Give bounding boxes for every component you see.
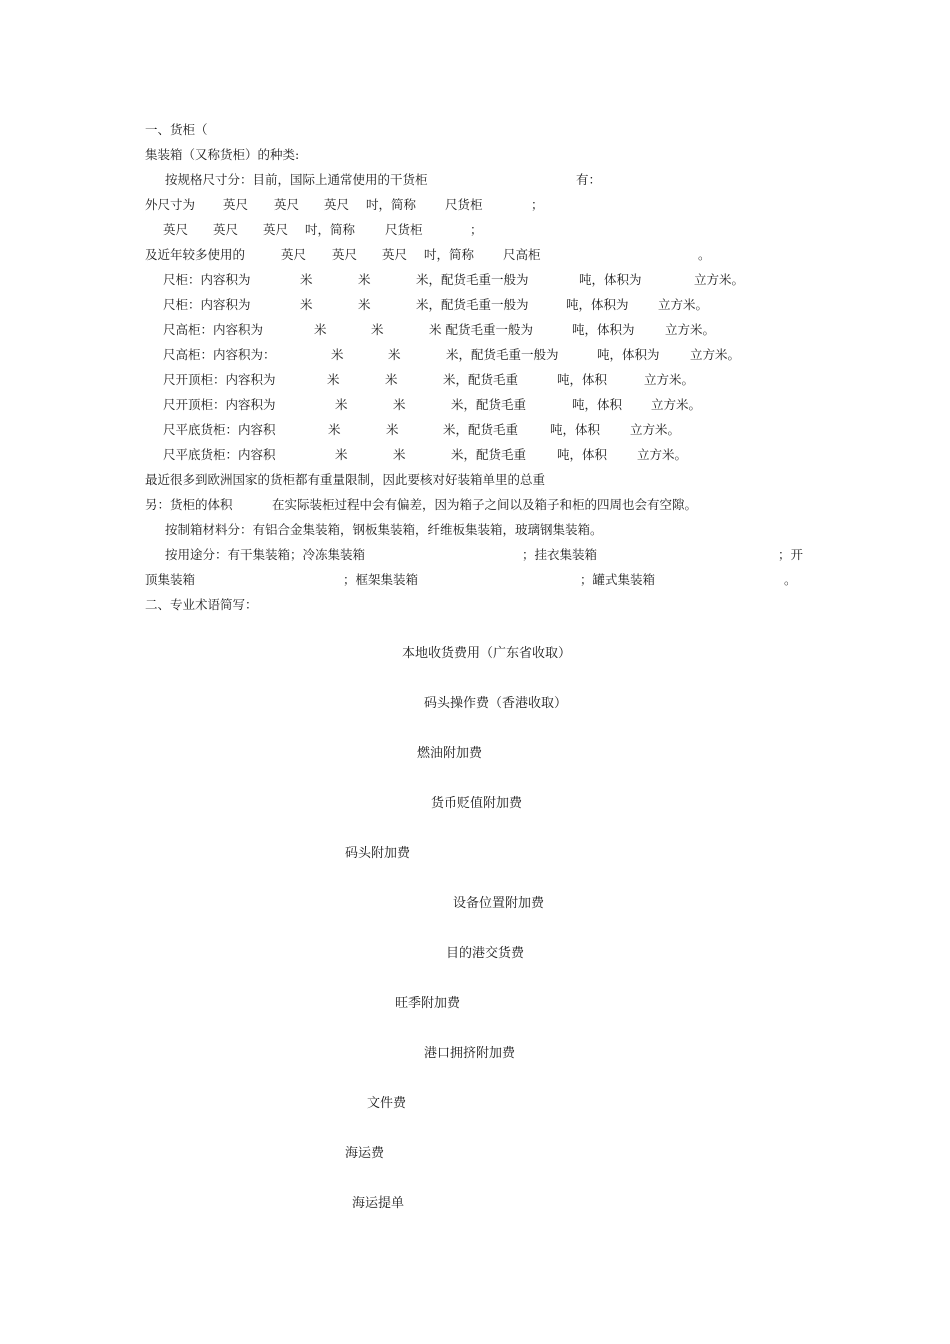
spec-volume: 立方米。 <box>665 322 716 337</box>
spec-meter-1: 米 <box>331 347 344 362</box>
second-size-unit-4: 吋，简称 <box>305 222 356 237</box>
spec-ton: 吨，体积为 <box>566 297 629 312</box>
spec-meter-1: 米 <box>328 422 341 437</box>
volume-note-lead: 另：货柜的体积 <box>145 497 233 512</box>
term-item: 设备位置附加费 <box>453 896 545 911</box>
spec-volume: 立方米。 <box>690 347 741 362</box>
term-item: 本地收货费用（广东省收取） <box>402 646 572 661</box>
term-item: 文件费 <box>367 1096 407 1111</box>
spec-label: 尺平底货柜：内容积 <box>163 447 276 462</box>
spec-meter-2: 米 <box>386 422 399 437</box>
intro-text: 集装箱（又称货柜）的种类: <box>145 147 300 162</box>
by-use-2-end: 。 <box>784 572 797 587</box>
spec-label: 尺开顶柜：内容积为 <box>163 372 276 387</box>
spec-meter-1: 米 <box>314 322 327 337</box>
recent-size-unit-4: 吋，简称 <box>424 247 475 262</box>
second-size-end: ； <box>470 222 483 237</box>
spec-label: 尺高柜：内容积为 <box>163 322 264 337</box>
spec-meter-1: 米 <box>335 447 348 462</box>
spec-ton: 吨，体积为 <box>597 347 660 362</box>
term-item: 码头操作费（香港收取） <box>424 696 568 711</box>
by-use-2-lead: 顶集装箱 <box>145 572 196 587</box>
term-item: 旺季附加费 <box>395 996 461 1011</box>
second-size-unit-2: 英尺 <box>213 222 239 237</box>
spec-ton: 吨，体积 <box>557 372 608 387</box>
spec-meter-2: 米 <box>371 322 384 337</box>
term-item: 海运费 <box>345 1146 385 1161</box>
weight-note: 最近很多到欧洲国家的货柜都有重量限制，因此要核对好装箱单里的总重 <box>145 472 546 487</box>
by-size-tail: 有： <box>576 172 602 187</box>
recent-size-abbr: 尺高柜 <box>503 247 541 262</box>
term-item: 燃油附加费 <box>417 746 483 761</box>
second-size-unit-1: 英尺 <box>163 222 189 237</box>
outer-size-unit-2: 英尺 <box>274 197 300 212</box>
spec-meter-3: 米，配货毛重 <box>443 372 519 387</box>
spec-meter-3: 米 配货毛重一般为 <box>429 322 533 337</box>
term-item: 目的港交货费 <box>446 946 525 961</box>
by-use-lead: 按用途分：有干集装箱；冷冻集装箱 <box>165 547 366 562</box>
by-use-2-sep-1: ；框架集装箱 <box>343 572 419 587</box>
by-material-text: 按制箱材料分：有铝合金集装箱，钢板集装箱，纤维板集装箱，玻璃钢集装箱。 <box>165 522 603 537</box>
outer-size-abbr: 尺货柜 <box>445 197 483 212</box>
spec-volume: 立方米。 <box>637 447 688 462</box>
spec-meter-3: 米，配货毛重 <box>451 397 527 412</box>
spec-meter-2: 米 <box>388 347 401 362</box>
second-size-abbr: 尺货柜 <box>385 222 423 237</box>
spec-meter-1: 米 <box>335 397 348 412</box>
spec-volume: 立方米。 <box>658 297 709 312</box>
spec-ton: 吨，体积 <box>557 447 608 462</box>
spec-volume: 立方米。 <box>630 422 681 437</box>
term-item: 港口拥挤附加费 <box>424 1046 516 1061</box>
volume-note-tail: 在实际装柜过程中会有偏差，因为箱子之间以及箱子和柜的四周也会有空隙。 <box>272 497 698 512</box>
spec-meter-3: 米，配货毛重一般为 <box>416 272 529 287</box>
spec-meter-2: 米 <box>385 372 398 387</box>
by-size-lead: 按规格尺寸分：目前，国际上通常使用的干货柜 <box>165 172 428 187</box>
spec-meter-3: 米，配货毛重 <box>451 447 527 462</box>
spec-meter-3: 米，配货毛重一般为 <box>416 297 529 312</box>
spec-volume: 立方米。 <box>651 397 702 412</box>
spec-label: 尺柜：内容积为 <box>163 297 251 312</box>
spec-meter-3: 米，配货毛重一般为 <box>446 347 559 362</box>
spec-meter-1: 米 <box>327 372 340 387</box>
spec-meter-2: 米 <box>358 297 371 312</box>
term-item: 货币贬值附加费 <box>431 796 523 811</box>
spec-meter-3: 米，配货毛重 <box>443 422 519 437</box>
spec-meter-2: 米 <box>393 397 406 412</box>
spec-ton: 吨，体积 <box>550 422 601 437</box>
outer-size-unit-4: 吋，简称 <box>366 197 417 212</box>
spec-volume: 立方米。 <box>644 372 695 387</box>
spec-label: 尺柜：内容积为 <box>163 272 251 287</box>
spec-label: 尺平底货柜：内容积 <box>163 422 276 437</box>
second-size-unit-3: 英尺 <box>263 222 289 237</box>
spec-ton: 吨，体积为 <box>572 322 635 337</box>
term-item: 码头附加费 <box>345 846 411 861</box>
recent-size-lead: 及近年较多使用的 <box>145 247 246 262</box>
spec-ton: 吨，体积为 <box>579 272 642 287</box>
recent-size-end: 。 <box>698 247 711 262</box>
section-1-heading: 一、货柜（ <box>145 122 208 137</box>
spec-meter-1: 米 <box>300 297 313 312</box>
spec-volume: 立方米。 <box>694 272 745 287</box>
recent-size-unit-3: 英尺 <box>382 247 408 262</box>
outer-size-unit-3: 英尺 <box>324 197 350 212</box>
spec-meter-1: 米 <box>300 272 313 287</box>
spec-ton: 吨，体积 <box>572 397 623 412</box>
outer-size-end: ； <box>531 197 544 212</box>
spec-meter-2: 米 <box>358 272 371 287</box>
recent-size-unit-2: 英尺 <box>332 247 358 262</box>
by-use-2-sep-2: ；罐式集装箱 <box>580 572 656 587</box>
term-item: 海运提单 <box>352 1196 405 1211</box>
recent-size-unit-1: 英尺 <box>281 247 307 262</box>
outer-size-unit-1: 英尺 <box>223 197 249 212</box>
spec-label: 尺高柜：内容积为： <box>163 347 276 362</box>
by-use-sep-2: ；开 <box>778 547 804 562</box>
by-use-sep-1: ；挂衣集装箱 <box>522 547 598 562</box>
outer-size-lead: 外尺寸为 <box>145 197 196 212</box>
spec-label: 尺开顶柜：内容积为 <box>163 397 276 412</box>
spec-meter-2: 米 <box>393 447 406 462</box>
section-2-heading: 二、专业术语简写： <box>145 597 258 612</box>
